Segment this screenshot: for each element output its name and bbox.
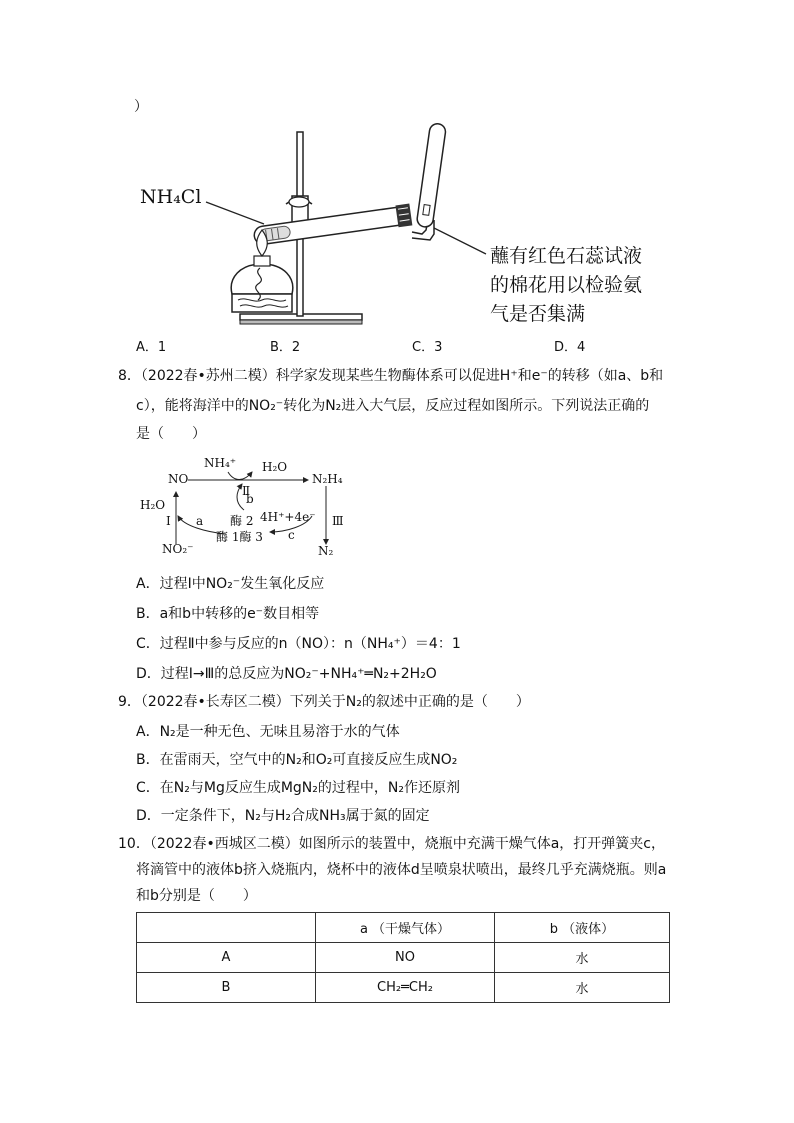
option-a[interactable]: A．1 [136,340,167,355]
q8-option-a[interactable]: A．过程Ⅰ中NO₂⁻发生氧化反应 [136,576,325,592]
electron-label: 4H⁺+4e⁻ [260,510,316,524]
species-h2o-left: H₂O [140,498,166,512]
table-header-row [137,913,670,943]
q8-stem-line2: c），能将海洋中的NO₂⁻转化为N₂进入大气层，反应过程如图所示。下列说法正确的 [136,398,650,414]
species-nh4: NH₄⁺ [204,456,237,470]
table-cell: CH₂═CH₂ [316,973,495,1003]
q8-stem-line3: 是（ ） [136,426,206,442]
table-row [137,973,670,1003]
species-n2: N₂ [318,544,334,558]
species-h2o-top: H₂O [262,460,288,474]
table-header-cell: b （液体） [495,913,670,943]
table-cell: 水 [495,973,670,1003]
species-no2: NO₂⁻ [162,542,194,556]
q10-stem-line3: 和b分别是（ ） [136,888,257,904]
species-no: NO [168,472,189,486]
option-d[interactable]: D．4 [554,340,586,355]
caption-line: 蘸有红色石蕊试液 [490,245,643,267]
q10-stem-line2: 将滴管中的液体b挤入烧瓶内，烧杯中的液体d呈喷泉状喷出，最终几乎充满烧瓶。则a [136,862,667,878]
step-3-label: Ⅲ [332,514,344,528]
q8-option-c[interactable]: C．过程Ⅱ中参与反应的n（NO）：n（NH₄⁺）＝4：1 [136,636,461,652]
q7-options [136,336,656,356]
enzyme-2-label: 酶 2 [230,514,254,528]
option-c[interactable]: C．3 [412,340,443,355]
apparatus-caption [490,242,642,329]
table-cell: NO [316,943,495,973]
q9-option-c[interactable]: C．在N₂与Mg反应生成MgN₂的过程中，N₂作还原剂 [136,780,460,796]
table-cell: B [137,973,316,1003]
enzyme-1-3-label: 酶 1酶 3 [216,530,263,544]
q9-option-b[interactable]: B．在雷雨天，空气中的N₂和O₂可直接反应生成NO₂ [136,752,458,768]
arrow-c-label: c [288,528,295,542]
caption-line: 的棉花用以检验氨 [490,274,643,296]
q10-stem-line1: 10．（2022春•西城区二模）如图所示的装置中，烧瓶中充满干燥气体a，打开弹簧夹c， [118,836,665,852]
table-header-cell [137,913,316,943]
table-cell: 水 [495,943,670,973]
table-header-cell: a （干燥气体） [316,913,495,943]
q9-option-d[interactable]: D．一定条件下，N₂与H₂合成NH₃属于氮的固定 [136,808,430,824]
q8-option-b[interactable]: B．a和b中转移的e⁻数目相等 [136,606,320,622]
step-1-label: Ⅰ [166,514,171,528]
q9-option-a[interactable]: A．N₂是一种无色、无味且易溶于水的气体 [136,724,400,740]
table-row [137,943,670,973]
arrow-b-label: b [246,492,254,506]
arrow-a-label: a [196,514,204,528]
q9-stem: 9．（2022春•长寿区二模）下列关于N₂的叙述中正确的是（ ） [118,694,530,710]
nh4cl-label: NH₄Cl [140,186,202,208]
enzyme-reaction-diagram [136,452,366,564]
q8-option-d[interactable]: D．过程Ⅰ→Ⅲ的总反应为NO₂⁻+NH₄⁺═N₂+2H₂O [136,666,437,682]
caption-line: 气是否集满 [490,303,586,325]
q8-stem-line1: 8．（2022春•苏州二模）科学家发现某些生物酶体系可以促进H⁺和e⁻的转移（如a、b和 [118,368,664,384]
table-cell: A [137,943,316,973]
species-n2h4: N₂H₄ [312,472,343,486]
q10-table [136,912,670,1003]
continued-paren: ） [134,99,148,115]
step-2-label: Ⅱ [242,484,251,498]
option-b[interactable]: B．2 [270,340,301,355]
